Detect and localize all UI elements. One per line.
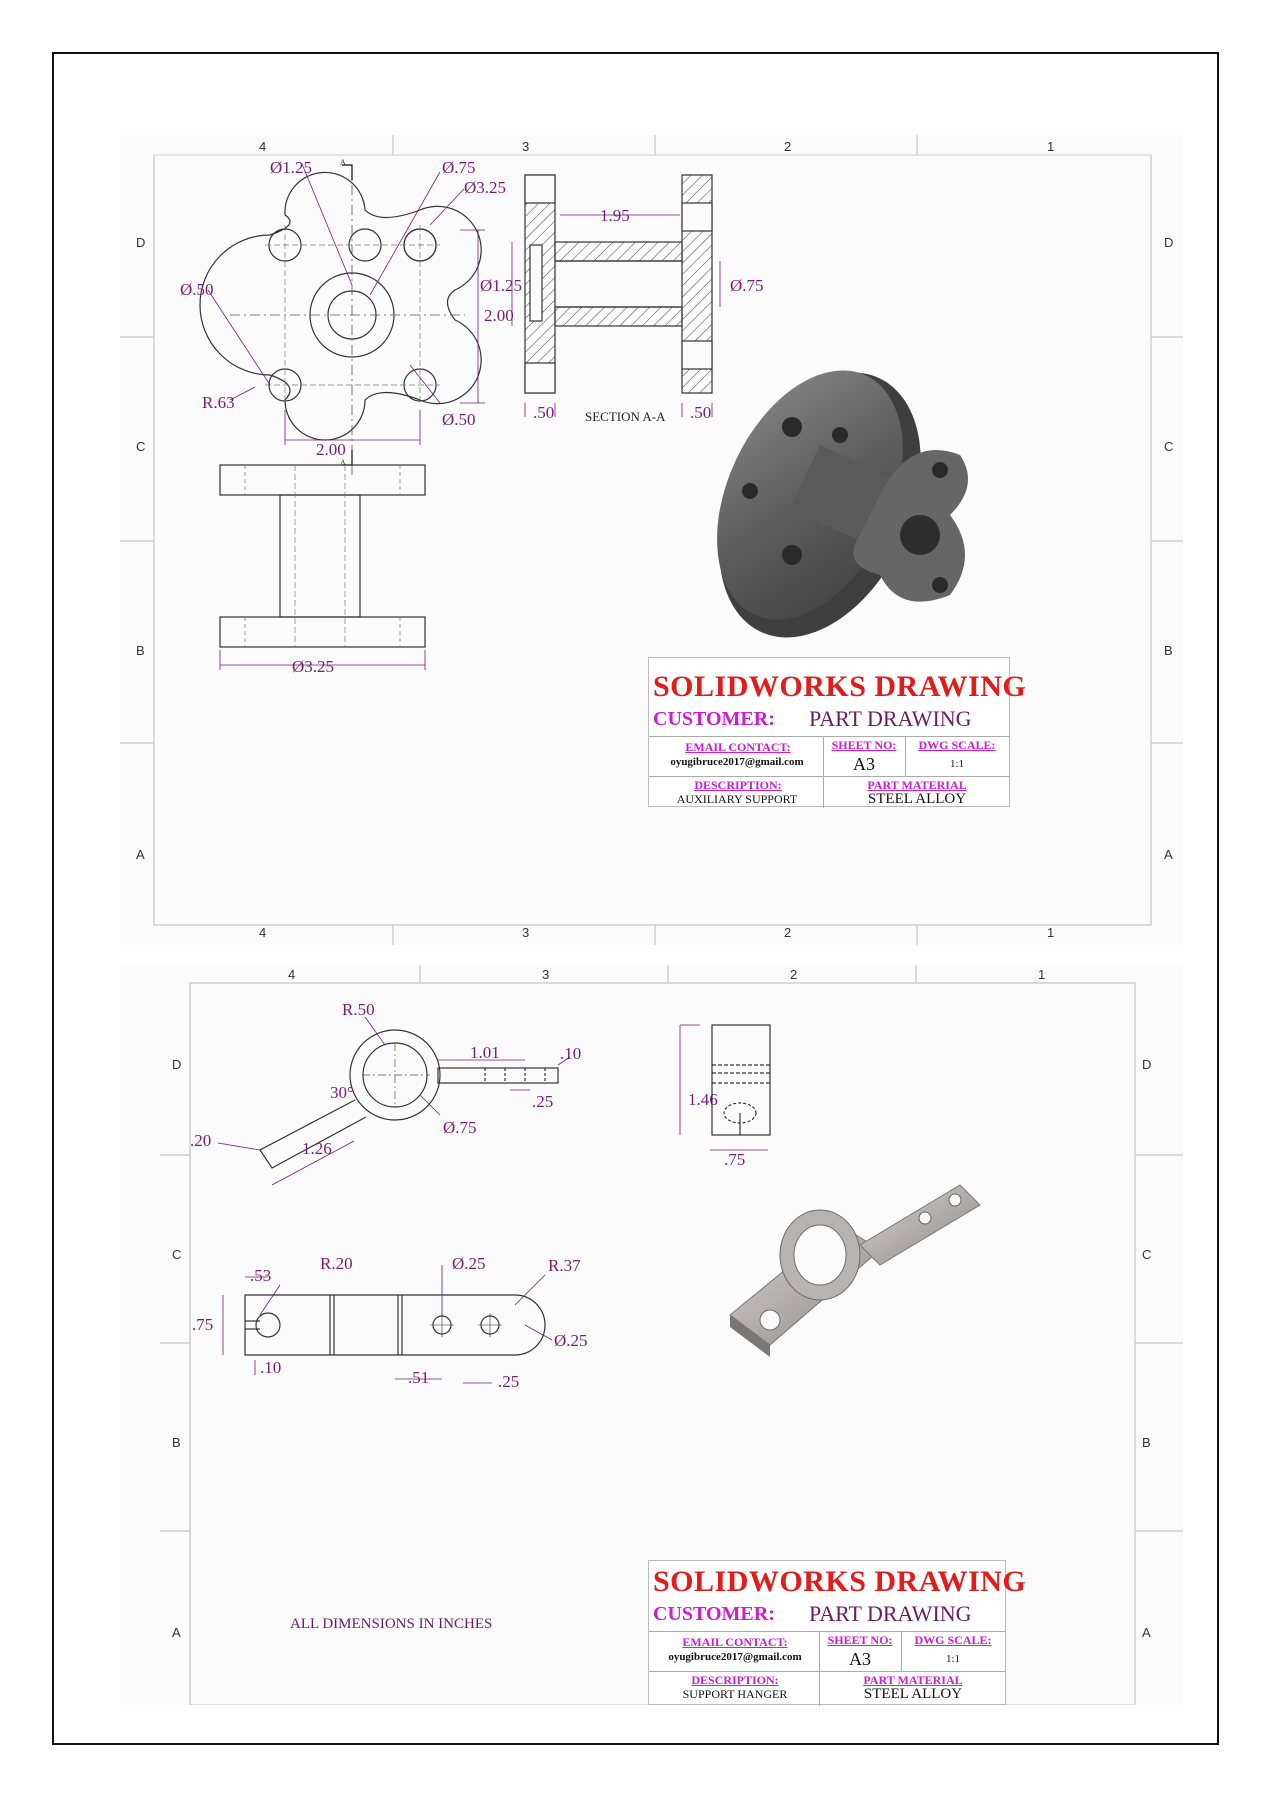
- sheet1-views: [120, 135, 1183, 945]
- side-view-hanger: [712, 1025, 770, 1135]
- dim-section-hub-dia: Ø1.25: [480, 276, 523, 295]
- dim-hole-dia-2: Ø.50: [442, 410, 476, 429]
- title-block-scale-value: 1:1: [945, 1653, 961, 1665]
- zone-col-3-top: 3: [542, 967, 550, 982]
- title-block-description-label: DESCRIPTION:: [691, 1673, 779, 1687]
- dim-hole-spacing: .51: [408, 1368, 430, 1387]
- zone-row-c-right: C: [1164, 439, 1174, 454]
- dim-angled-arm-length: 1.26: [302, 1139, 332, 1158]
- title-block-scale-value: 1:1: [949, 758, 965, 770]
- title-block-description-value: AUXILIARY SUPPORT: [676, 792, 798, 806]
- dim-bottom-height: .75: [192, 1315, 214, 1334]
- title-block-email-label: EMAIL CONTACT:: [685, 740, 791, 754]
- isometric-view-hanger: [730, 1185, 980, 1357]
- zone-row-b-left: B: [136, 643, 145, 658]
- zone-col-3-bottom: 3: [522, 925, 530, 940]
- zone-col-4-bottom: 4: [259, 925, 267, 940]
- zone-row-b-right: B: [1142, 1435, 1151, 1450]
- title-block-customer-label: CUSTOMER:: [653, 1603, 775, 1625]
- section-arrow-bottom: A: [340, 458, 346, 467]
- bottom-view-hanger: [245, 1295, 545, 1355]
- zone-col-1-bottom: 1: [1047, 925, 1055, 940]
- dim-arm-length: 1.01: [470, 1043, 500, 1062]
- zone-row-c-right: C: [1142, 1247, 1152, 1262]
- dim-vertical-pitch: 2.00: [484, 306, 514, 325]
- dim-bore-dia: Ø.75: [442, 158, 476, 177]
- title-block-email-value: oyugibruce2017@gmail.com: [668, 1651, 802, 1663]
- zone-col-2-bottom: 2: [784, 925, 792, 940]
- zone-row-b-left: B: [172, 1435, 181, 1450]
- dim-flange-thickness-left: .50: [533, 403, 555, 422]
- dim-tab-offset: .25: [532, 1092, 554, 1111]
- dim-width: .75: [724, 1150, 746, 1169]
- dim-slot-radius: R.20: [320, 1254, 353, 1273]
- dim-arm-width: .20: [190, 1131, 212, 1150]
- front-view-flange: [200, 165, 481, 475]
- title-block-customer-label: CUSTOMER:: [653, 708, 775, 730]
- dim-corner-radius: R.63: [202, 393, 235, 412]
- dim-slot-width: .10: [260, 1358, 282, 1377]
- dimensions-note: ALL DIMENSIONS IN INCHES: [290, 1616, 493, 1632]
- dim-hole-end-offset: .25: [498, 1372, 520, 1391]
- zone-row-b-right: B: [1164, 643, 1173, 658]
- dim-horizontal-pitch: 2.00: [316, 440, 346, 459]
- dim-ring-radius: R.50: [342, 1000, 375, 1019]
- dim-section-bore-dia: Ø.75: [730, 276, 764, 295]
- zone-col-4-top: 4: [259, 139, 267, 154]
- title-block-email-value: oyugibruce2017@gmail.com: [670, 756, 804, 768]
- dim-slot-offset: .53: [250, 1266, 272, 1285]
- title-block-customer-value: PART DRAWING: [809, 1601, 972, 1626]
- zone-row-a-right: A: [1142, 1625, 1151, 1640]
- dim-bore-diameter: Ø.75: [443, 1118, 477, 1137]
- title-block-brand: SOLIDWORKS DRAWING: [653, 670, 1027, 703]
- zone-row-a-left: A: [136, 847, 145, 862]
- zone-row-c-left: C: [136, 439, 146, 454]
- dim-tab-thickness: .10: [560, 1044, 582, 1063]
- title-block-description-value: SUPPORT HANGER: [682, 1687, 788, 1701]
- drawing-sheet-auxiliary-support: [120, 135, 1183, 945]
- dim-flange-thickness-right: .50: [690, 403, 712, 422]
- zone-row-d-right: D: [1142, 1057, 1152, 1072]
- title-block-sheet-value: A3: [853, 754, 875, 774]
- isometric-view-flange: [679, 340, 968, 670]
- title-block-material-label: PART MATERIAL: [867, 778, 967, 792]
- dim-end-radius: R.37: [548, 1256, 581, 1275]
- dim-hole-diameter-2: Ø.25: [554, 1331, 588, 1350]
- drawing-sheet-support-hanger: [120, 965, 1183, 1705]
- title-block-description-label: DESCRIPTION:: [694, 778, 782, 792]
- title-block-email-label: EMAIL CONTACT:: [682, 1635, 788, 1649]
- zone-row-d-left: D: [136, 235, 146, 250]
- title-block-material-value: STEEL ALLOY: [867, 791, 967, 807]
- section-a-a-label: SECTION A-A: [585, 409, 666, 424]
- title-block-brand: SOLIDWORKS DRAWING: [653, 1565, 1027, 1598]
- zone-row-a-left: A: [172, 1625, 181, 1640]
- zone-col-3-top: 3: [522, 139, 530, 154]
- title-block-sheet-label: SHEET NO:: [831, 738, 897, 752]
- title-block-scale-label: DWG SCALE:: [914, 1633, 992, 1647]
- dim-flange-spacing: 1.95: [600, 206, 630, 225]
- dim-hole-diameter-1: Ø.25: [452, 1254, 486, 1273]
- title-block-material-label: PART MATERIAL: [863, 1673, 963, 1687]
- zone-row-a-right: A: [1164, 847, 1173, 862]
- title-block-sheet1: [648, 657, 1027, 807]
- zone-row-c-left: C: [172, 1247, 182, 1262]
- dim-arm-angle: 30°: [330, 1083, 354, 1102]
- dim-height: 1.46: [688, 1090, 718, 1109]
- dim-hub-dia: Ø1.25: [270, 158, 313, 177]
- title-block-sheet2: [648, 1560, 1027, 1705]
- zone-row-d-right: D: [1164, 235, 1174, 250]
- sheet1-inner-border: [154, 155, 1151, 925]
- zone-col-4-top: 4: [288, 967, 296, 982]
- title-block-customer-value: PART DRAWING: [809, 706, 972, 731]
- side-view-spool: [220, 465, 425, 647]
- zone-row-d-left: D: [172, 1057, 182, 1072]
- zone-col-1-top: 1: [1038, 967, 1046, 982]
- dim-hole-dia: Ø.50: [180, 280, 214, 299]
- section-arrow-top: A: [340, 158, 346, 167]
- dim-overall-dia: Ø3.25: [292, 657, 335, 676]
- title-block-material-value: STEEL ALLOY: [863, 1686, 963, 1702]
- title-block-scale-label: DWG SCALE:: [918, 738, 996, 752]
- zone-col-2-top: 2: [790, 967, 798, 982]
- zone-col-2-top: 2: [784, 139, 792, 154]
- dim-outer-dia: Ø3.25: [464, 178, 507, 197]
- title-block-sheet-value: A3: [849, 1649, 871, 1669]
- title-block-sheet-label: SHEET NO:: [827, 1633, 893, 1647]
- zone-col-1-top: 1: [1047, 139, 1055, 154]
